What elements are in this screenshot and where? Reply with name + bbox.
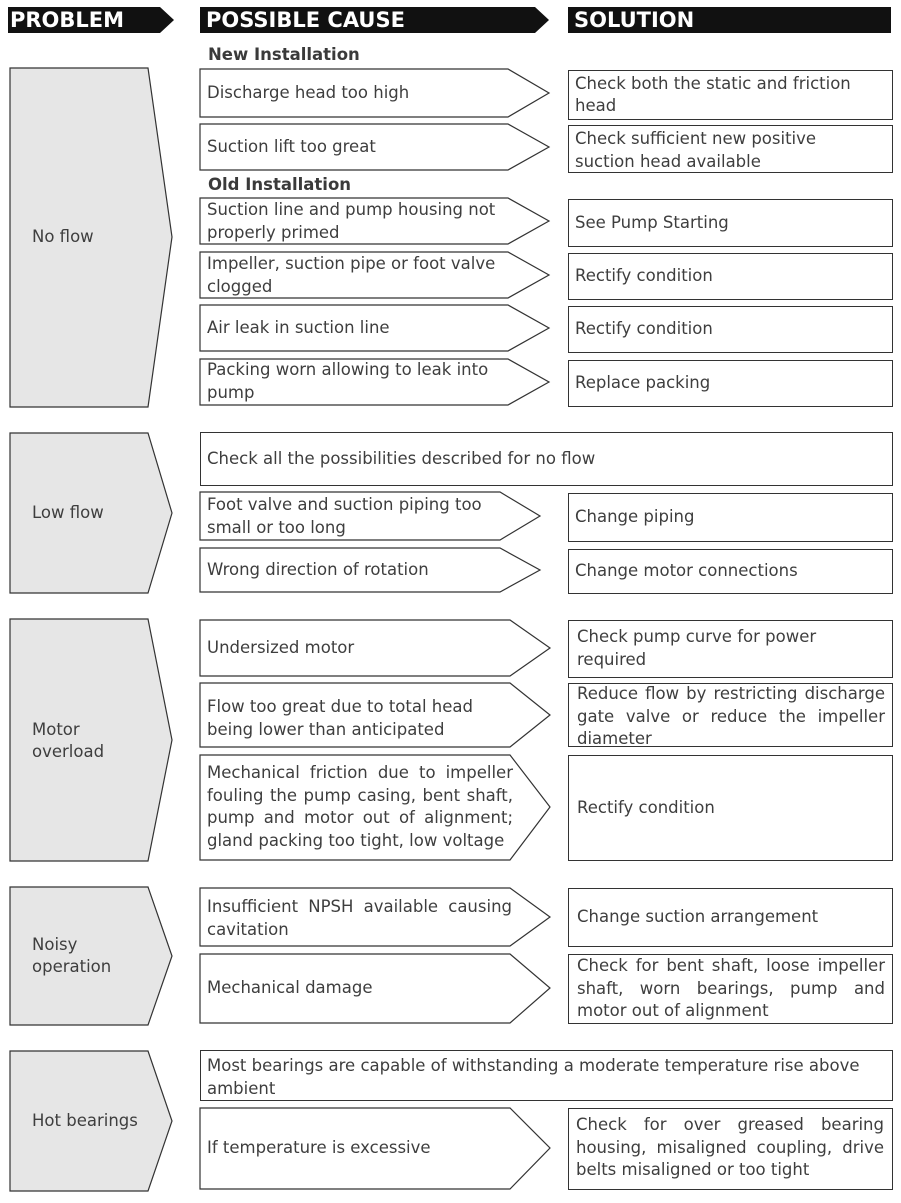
solution-pump-curve: Check pump curve for power required — [577, 627, 817, 669]
solution-header: SOLUTION — [574, 8, 695, 32]
cause-header: POSSIBLE CAUSE — [206, 8, 405, 32]
solution-rectify-3: Rectify condition — [577, 797, 715, 817]
problem-hot-bearings: Hot bearings — [32, 1111, 138, 1130]
solution-rectify-2: Rectify condition — [575, 319, 713, 339]
solution-replace-packing: Replace packing — [575, 373, 711, 393]
cause-most-bearings: Most bearings are capable of withstanding a moderate temperature rise above ambient — [207, 1056, 860, 1098]
cause-suction-line-primed: Suction line and pump housing not properly primed — [207, 200, 496, 242]
solution-motor-connections: Change motor connections — [575, 561, 798, 581]
cause-undersized-motor: Undersized motor — [207, 637, 355, 657]
solution-suction-arrangement: Change suction arrangement — [577, 907, 819, 927]
cause-temp-excessive: If temperature is excessive — [207, 1138, 431, 1158]
solution-change-piping: Change piping — [575, 507, 695, 527]
problem-no-flow: No flow — [32, 227, 94, 246]
cause-discharge-head: Discharge head too high — [207, 82, 410, 102]
solution-suction-head: Check sufficient new positive suction head available — [575, 129, 817, 171]
cause-foot-valve: Foot valve and suction piping too small or too long — [207, 495, 482, 537]
cause-air-leak: Air leak in suction line — [207, 317, 390, 337]
solution-rectify-1: Rectify condition — [575, 266, 713, 286]
cause-mechanical-damage: Mechanical damage — [207, 978, 373, 998]
subheader-new-installation: New Installation — [208, 45, 360, 64]
problem-motor-overload-line2: overload — [32, 742, 105, 761]
cause-check-all: Check all the possibilities described for no flow — [207, 448, 596, 468]
cause-insufficient-npsh: Insufficient NPSH available causing cavitation — [207, 897, 512, 939]
problem-motor-overload-line1: Motor — [32, 720, 80, 739]
cause-packing-worn: Packing worn allowing to leak into pump — [207, 360, 489, 402]
problem-header: PROBLEM — [10, 8, 125, 32]
cause-wrong-direction: Wrong direction of rotation — [207, 559, 429, 579]
subheader-old-installation: Old Installation — [208, 175, 352, 194]
solution-bent-shaft: Check for bent shaft, loose impeller shaft, worn bearings, pump and motor out of alignment — [577, 956, 885, 1020]
problem-noisy-line1: Noisy — [32, 935, 78, 954]
solution-static-friction: Check both the static and friction head — [575, 73, 851, 115]
cause-impeller-clogged: Impeller, suction pipe or foot valve clogged — [207, 254, 496, 296]
cause-flow-too-great: Flow too great due to total head being lower than anticipated — [207, 697, 473, 739]
problem-low-flow: Low flow — [32, 503, 104, 522]
cause-suction-lift: Suction lift too great — [207, 136, 376, 156]
cause-mechanical-friction: Mechanical friction due to impeller fouling the pump casing, bent shaft, pump and motor out of alignment; gland packing too tight, low voltage — [207, 763, 513, 850]
solution-pump-starting: See Pump Starting — [575, 212, 729, 232]
solution-over-greased: Check for over greased bearing housing, misaligned coupling, drive belts misaligned or too tight — [576, 1115, 884, 1179]
problem-noisy-line2: operation — [32, 957, 112, 976]
solution-reduce-flow: Reduce flow by restricting discharge gate valve or reduce the impeller diameter — [577, 684, 885, 748]
